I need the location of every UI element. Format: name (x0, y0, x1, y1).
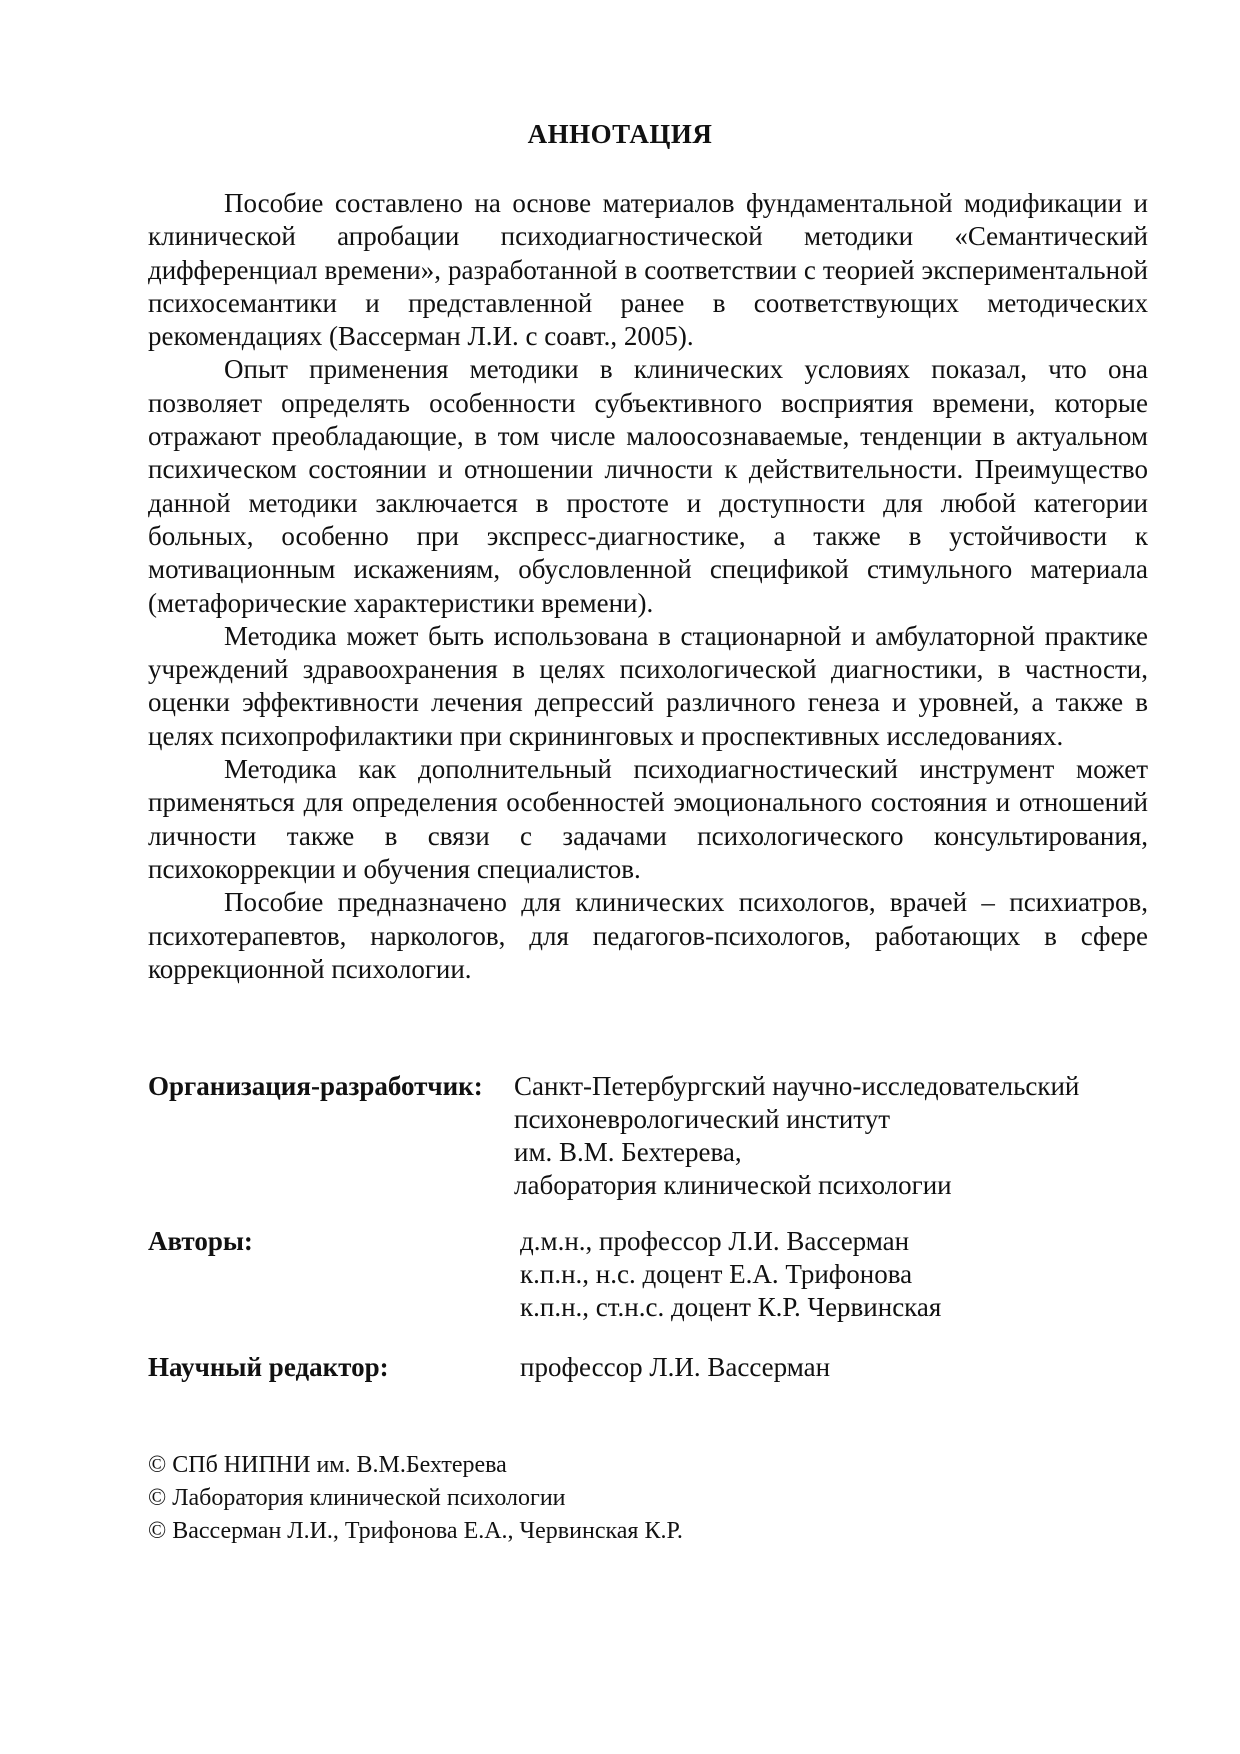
organization-value (514, 1070, 1079, 1202)
organization-line: им. В.М. Бехтерева, (514, 1137, 742, 1167)
organization-label: Организация-разработчик: (148, 1071, 483, 1101)
paragraph: Методика как дополнительный психодиагностический инструмент может применяться для определения особенностей эмоционального состояния и отношений личности также в связи с задачами психологического консультирования, психокоррекции и обучения специалистов. (148, 754, 1148, 884)
editor-label: Научный редактор: (148, 1352, 389, 1382)
copyright-line: © Вассерман Л.И., Трифонова Е.А., Червинская К.Р. (148, 1518, 683, 1544)
copyright-block (148, 1449, 683, 1548)
paragraph: Пособие предназначено для клинических психологов, врачей – психиатров, психотерапевтов, наркологов, для педагогов-психологов, работающих в сфере коррекционной психологии. (148, 887, 1148, 984)
organization-line: лаборатория клинической психологии (514, 1170, 952, 1200)
authors-label: Авторы: (148, 1226, 253, 1256)
organization-line: Санкт-Петербургский научно-исследовательский (514, 1071, 1080, 1101)
paragraph: Пособие составлено на основе материалов фундаментальной модификации и клинической апробации психодиагностической методики «Семантический дифференциал времени», разработанной в соответствии с теорией экспериментальной психосемантики и представленной ранее в соответствующих методических рекомендациях (Вассерман Л.И. с соавт., 2005). (148, 188, 1148, 352)
page-title: АННОТАЦИЯ (527, 119, 713, 149)
organization-line: психоневрологический институт (514, 1104, 891, 1134)
copyright-line: © Лаборатория клинической психологии (148, 1485, 566, 1511)
editor-value: профессор Л.И. Вассерман (520, 1352, 831, 1382)
annotation-body (148, 187, 1148, 986)
author-line: к.п.н., н.с. доцент Е.А. Трифонова (520, 1259, 913, 1289)
author-line: д.м.н., профессор Л.И. Вассерман (520, 1226, 910, 1256)
paragraph: Опыт применения методики в клинических условиях показал, что она позволяет определять особенности субъективного восприятия времени, которые отражают преобладающие, в том числе малоосознаваемые, тенденции в актуальном психическом состоянии и отношении личности к действительности. Преимущество данной методики заключается в простоте и доступности для любой категории больных, особенно при экспресс-диагностике, а также в устойчивости к мотивационным искажениям, обусловленной спецификой стимульного материала (метафорические характеристики времени). (148, 354, 1148, 618)
authors-value (520, 1225, 941, 1324)
author-line: к.п.н., ст.н.с. доцент К.Р. Червинская (520, 1292, 942, 1322)
paragraph: Методика может быть использована в стационарной и амбулаторной практике учреждений здравоохранения в целях психологической диагностики, в частности, оценки эффективности лечения депрессий различного генеза и уровней, а также в целях психопрофилактики при скрининговых и проспективных исследованиях. (148, 620, 1148, 751)
copyright-line: © СПб НИПНИ им. В.М.Бехтерева (148, 1452, 507, 1478)
